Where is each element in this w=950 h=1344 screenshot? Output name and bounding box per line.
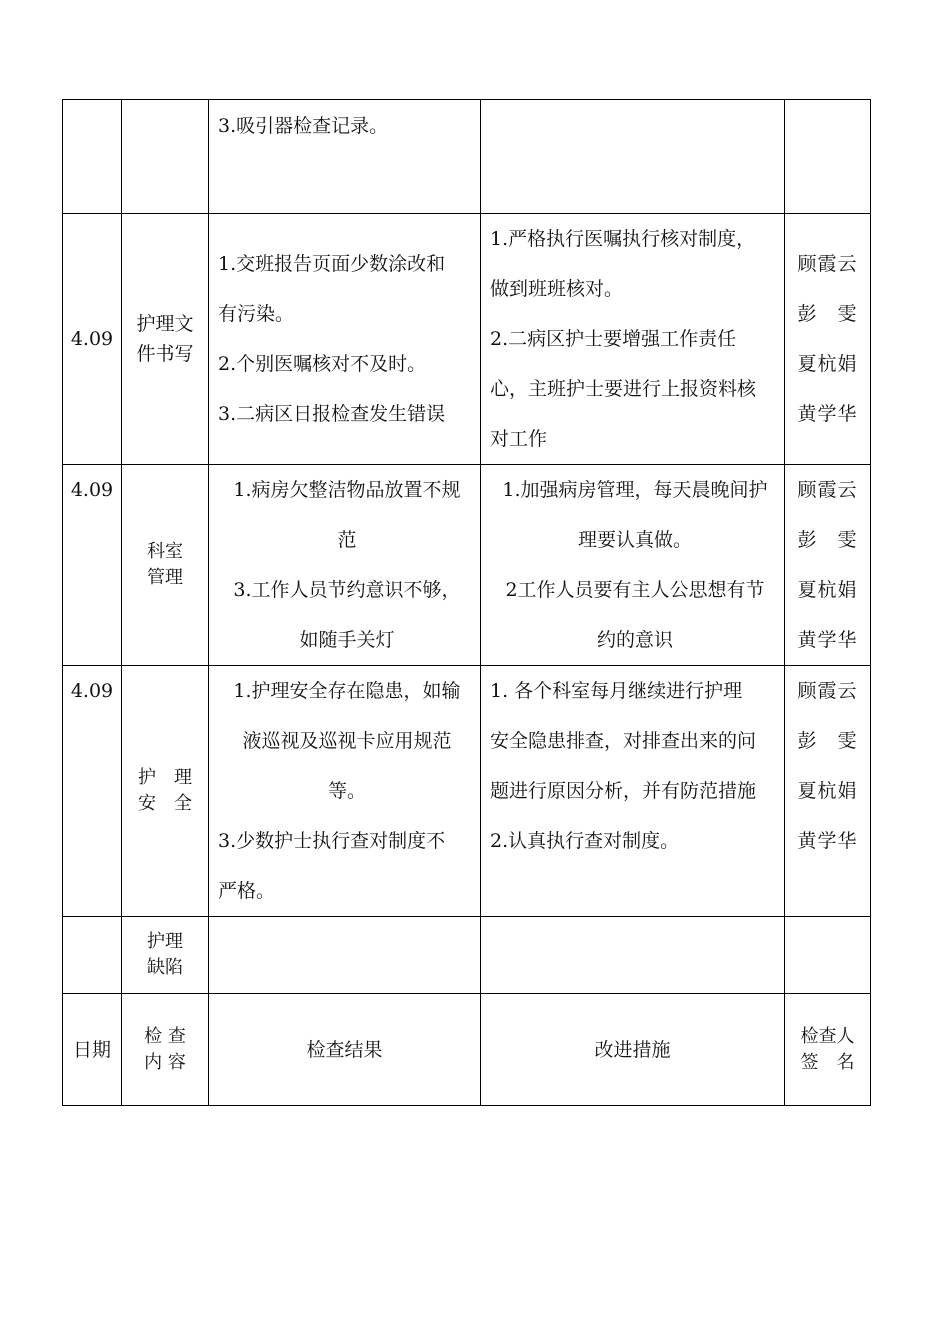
result-cell: [209, 666, 481, 917]
signer-name: 彭 雯: [797, 303, 858, 325]
signer-name: 夏杭娟: [797, 353, 858, 375]
measure-line: 安全隐患排查，对排查出来的问: [490, 730, 757, 752]
signer-name: 夏杭娟: [797, 780, 858, 802]
result-line: 3.少数护士执行查对制度不: [218, 830, 446, 852]
item-cell: [122, 214, 209, 465]
result-line: 有污染。: [218, 303, 295, 325]
item-line: 缺陷: [147, 957, 183, 978]
result-line: 范: [337, 529, 357, 551]
measure-line: 题进行原因分析，并有防范措施: [490, 780, 757, 802]
item-line: 护理: [147, 931, 183, 952]
result-line: 3.二病区日报检查发生错误: [218, 403, 446, 425]
table-row: [63, 465, 871, 666]
item-cell: [122, 917, 209, 994]
header-signer-line: 检查人: [800, 1025, 855, 1047]
table-row: [63, 666, 871, 917]
result-line: 1.病房欠整洁物品放置不规: [233, 479, 461, 501]
item-line: 科室: [147, 541, 183, 562]
date-cell: 4.09: [63, 214, 122, 465]
table-header-row: [63, 994, 871, 1106]
result-line: 2.个别医嘱核对不及时。: [218, 353, 427, 375]
measure-line: 对工作: [490, 428, 548, 450]
result-line: 液巡视及巡视卡应用规范: [242, 730, 452, 752]
header-measures: 改进措施: [481, 994, 785, 1106]
result-line: 3.工作人员节约意识不够，: [233, 579, 461, 601]
measure-cell: [481, 917, 785, 994]
header-item-line: 检 查: [144, 1025, 186, 1047]
header-signer-line: 签 名: [800, 1051, 855, 1073]
signer-name: 顾霞云: [797, 479, 858, 501]
measure-line: 做到班班核对。: [490, 278, 624, 300]
item-cell: [122, 666, 209, 917]
signer-cell: [785, 100, 871, 214]
result-line: 如随手关灯: [299, 629, 395, 651]
date-cell: 4.09: [63, 666, 122, 917]
signer-cell: [785, 666, 871, 917]
result-cell: [209, 465, 481, 666]
measure-cell: [481, 465, 785, 666]
signer-name: 黄学华: [797, 403, 858, 425]
table-row: [63, 917, 871, 994]
measure-line: 理要认真做。: [577, 529, 692, 551]
measure-line: 1. 各个科室每月继续进行护理: [490, 680, 743, 702]
header-results: 检查结果: [209, 994, 481, 1106]
measure-cell: [481, 666, 785, 917]
date-cell: [63, 100, 122, 214]
result-cell: [209, 917, 481, 994]
header-date: 日期: [63, 994, 122, 1106]
signer-name: 彭 雯: [797, 529, 858, 551]
signer-name: 夏杭娟: [797, 579, 858, 601]
item-line: 护理文: [136, 313, 194, 335]
result-line: 1.护理安全存在隐患，如输: [233, 680, 461, 702]
item-line: 安 全: [138, 793, 192, 814]
measure-line: 2.认真执行查对制度。: [490, 830, 680, 852]
signer-name: 顾霞云: [797, 253, 858, 275]
measure-line: 心，主班护士要进行上报资料核: [490, 378, 757, 400]
result-line: 1.交班报告页面少数涂改和: [218, 253, 446, 275]
date-cell: 4.09: [63, 465, 122, 666]
measure-cell: [481, 214, 785, 465]
inspection-record-table: [62, 99, 871, 1106]
signer-name: 黄学华: [797, 830, 858, 852]
signer-name: 黄学华: [797, 629, 858, 651]
measure-line: 2工作人员要有主人公思想有节: [505, 579, 765, 601]
measure-line: 约的意识: [596, 629, 673, 651]
header-signer: [785, 994, 871, 1106]
item-cell: [122, 465, 209, 666]
item-line: 件书写: [136, 343, 194, 365]
signer-name: 彭 雯: [797, 730, 858, 752]
item-cell: [122, 100, 209, 214]
measure-line: 1.加强病房管理，每天晨晚间护: [502, 479, 768, 501]
table-row: [63, 214, 871, 465]
measure-cell: [481, 100, 785, 214]
result-line: 3.吸引器检查记录。: [218, 115, 389, 137]
measure-line: 2.二病区护士要增强工作责任: [490, 328, 737, 350]
header-item-line: 内 容: [144, 1051, 186, 1073]
item-line: 护 理: [138, 767, 192, 788]
signer-name: 顾霞云: [797, 680, 858, 702]
result-line: 等。: [327, 780, 366, 802]
signer-cell: [785, 917, 871, 994]
table-row: [63, 100, 871, 214]
result-line: 严格。: [218, 880, 276, 902]
result-cell: [209, 214, 481, 465]
header-item: [122, 994, 209, 1106]
signer-cell: [785, 214, 871, 465]
measure-line: 1.严格执行医嘱执行核对制度，: [490, 228, 756, 250]
item-line: 管理: [147, 567, 183, 588]
result-cell: [209, 100, 481, 214]
date-cell: [63, 917, 122, 994]
signer-cell: [785, 465, 871, 666]
